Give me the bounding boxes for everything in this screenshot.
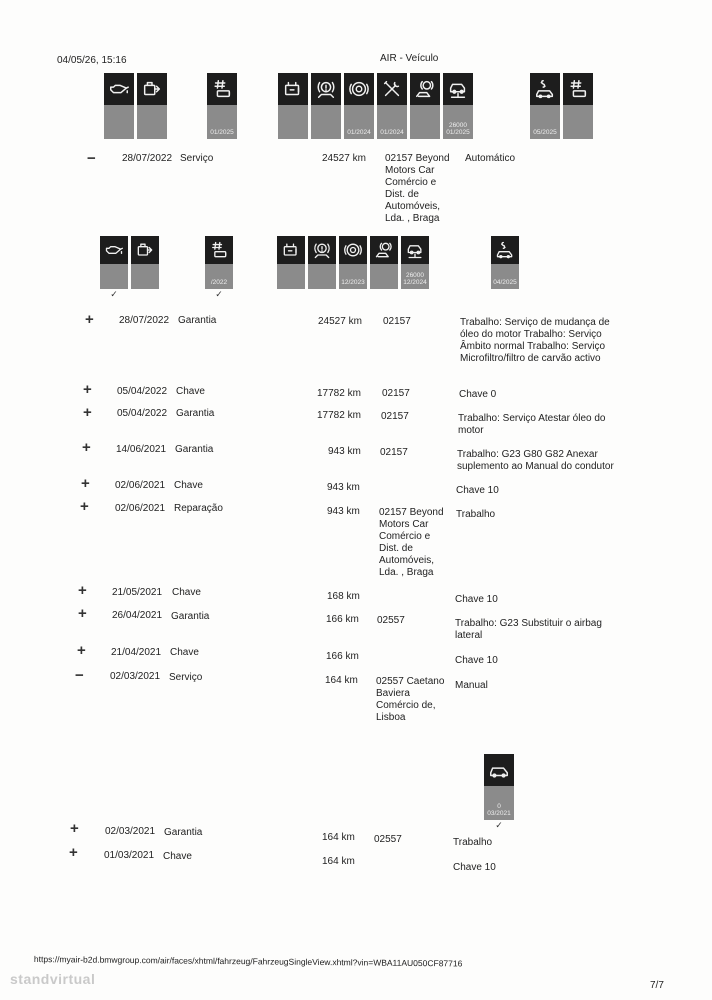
expand-toggle[interactable]: + [70, 820, 79, 837]
expand-toggle[interactable]: + [83, 404, 92, 421]
service-tile: 04/2025 [491, 236, 519, 289]
service-tile [563, 73, 593, 139]
entry-type: Garantia [176, 408, 215, 419]
oil-can-icon [100, 236, 128, 264]
entry-dealer: 02157 Beyond Motors Car Comércio e Dist. de Automóveis, Lda. , Braga [379, 507, 444, 578]
check-mark: ✓ [110, 289, 118, 299]
entry-date: 05/04/2022 [117, 386, 168, 397]
battery-plug-icon [278, 73, 308, 105]
entry-km: 164 km [325, 675, 358, 686]
entry-type: Chave [176, 386, 205, 397]
entry-km: 24527 km [318, 316, 362, 327]
tile-group-mid-4 [491, 236, 522, 289]
entry-date: 01/03/2021 [104, 850, 155, 861]
entry-dealer: 02157 [382, 388, 410, 399]
car-lift-icon [443, 73, 473, 105]
entry-km: 17782 km [317, 410, 361, 421]
entry-type: Chave [174, 480, 203, 491]
entry-km: 943 km [327, 506, 360, 517]
entry-type: Serviço [169, 672, 203, 683]
entry-type: Garantia [171, 611, 210, 622]
entry-dealer: 02157 [383, 316, 411, 327]
tile-group-top-2 [207, 73, 240, 139]
entry-date: 26/04/2021 [112, 610, 163, 621]
service-tile [311, 73, 341, 139]
service-tile: 26000 01/2025 [443, 73, 473, 139]
filter-icon [137, 73, 167, 105]
entry-date: 02/06/2021 [115, 503, 166, 514]
expand-toggle[interactable]: + [82, 439, 91, 456]
service-tile: 01/2024 [377, 73, 407, 139]
entry-date: 02/03/2021 [105, 826, 156, 837]
collapse-toggle[interactable]: − [75, 667, 84, 684]
service-tile [104, 73, 134, 139]
expand-toggle[interactable]: + [77, 642, 86, 659]
entry-description: Trabalho [456, 509, 496, 520]
entry-description: Chave 10 [456, 485, 499, 496]
entry-type: Chave [170, 647, 199, 658]
tile-group-top-4 [530, 73, 596, 139]
entry-date: 02/06/2021 [115, 480, 166, 491]
entry-description: Manual [455, 680, 488, 691]
entry-description: Trabalho: Serviço Atestar óleo do motor [458, 413, 606, 436]
tile-group-top-1 [104, 73, 170, 139]
service-tile [410, 73, 440, 139]
service-tile: 01/2025 [207, 73, 237, 139]
entry-description: Chave 10 [455, 594, 498, 605]
entry-dealer: 02157 [380, 447, 408, 458]
entry-date: 14/06/2021 [116, 444, 167, 455]
entry-km: 943 km [327, 482, 360, 493]
expand-toggle[interactable]: + [69, 844, 78, 861]
page-number: 7/7 [650, 980, 664, 991]
entry-dealer: 02557 Caetano Baviera Comércio de, Lisboa [376, 676, 445, 723]
entry-description: Trabalho: G23 Substituir o airbag lateral [455, 618, 602, 641]
car-lift-icon [401, 236, 429, 264]
expand-toggle[interactable]: + [85, 311, 94, 328]
service-tile [100, 236, 128, 299]
entry-type: Chave [172, 587, 201, 598]
service-tile [137, 73, 167, 139]
page-url[interactable]: https://myair-b2d.bmwgroup.com/air/faces/xhtml/fahrzeug/FahrzeugSingleView.xhtml?vin=WBA11AU050CF87716 [33, 954, 463, 969]
hash-battery-icon [563, 73, 593, 105]
expand-toggle[interactable]: + [83, 381, 92, 398]
entry-type: Garantia [175, 444, 214, 455]
expand-toggle[interactable]: + [78, 582, 87, 599]
watermark-logo: standvirtual [10, 971, 96, 987]
filter-icon [131, 236, 159, 264]
service-tile: 0 03/2021 ✓ [484, 754, 514, 830]
entry-description: Automático [465, 153, 516, 164]
entry-km: 164 km [322, 832, 355, 843]
service-tile [131, 236, 159, 299]
car-icon [484, 754, 514, 786]
entry-date: 21/04/2021 [111, 647, 162, 658]
entry-date: 28/07/2022 [119, 315, 170, 326]
check-mark: ✓ [215, 289, 223, 299]
service-tile: /2022 ✓ [205, 236, 233, 299]
legal-car-icon [530, 73, 560, 105]
service-tile: 12/2023 [339, 236, 367, 289]
tile-group-mid-3 [277, 236, 432, 289]
entry-description: Chave 0 [459, 389, 497, 400]
entry-description: Trabalho [453, 837, 493, 848]
collapse-toggle[interactable]: − [87, 150, 96, 167]
print-datetime: 04/05/26, 15:16 [57, 55, 127, 66]
expand-toggle[interactable]: + [80, 498, 89, 515]
brake-car-icon [311, 73, 341, 105]
entry-type: Garantia [164, 827, 203, 838]
entry-km: 943 km [328, 446, 361, 457]
entry-description: Chave 10 [453, 862, 496, 873]
entry-dealer: 02557 [377, 615, 405, 626]
oil-can-icon [104, 73, 134, 105]
entry-km: 168 km [327, 591, 360, 602]
brake-car-icon [410, 73, 440, 105]
entry-date: 05/04/2022 [117, 408, 168, 419]
entry-type: Chave [163, 851, 192, 862]
entry-km: 17782 km [317, 388, 361, 399]
tile-group-mid-1 [100, 236, 162, 299]
tile-group-mid-2 [205, 236, 236, 299]
brake-disc-icon [339, 236, 367, 264]
service-tile: 01/2024 [344, 73, 374, 139]
entry-type: Serviço [180, 153, 214, 164]
tools-icon [377, 73, 407, 105]
entry-km: 164 km [322, 856, 355, 867]
entry-dealer: 02157 [381, 411, 409, 422]
entry-type: Garantia [178, 315, 217, 326]
brake-disc-icon [344, 73, 374, 105]
entry-km: 166 km [326, 651, 359, 662]
page-title: AIR - Veículo [380, 53, 439, 64]
service-tile [308, 236, 336, 289]
service-tile: 05/2025 [530, 73, 560, 139]
hash-battery-icon [207, 73, 237, 105]
legal-car-icon [491, 236, 519, 264]
entry-description: Trabalho: Serviço de mudança de óleo do motor Trabalho: Serviço Âmbito normal Trabalho: Serviço Microfiltro/filtro de carvão activo [460, 317, 610, 364]
entry-dealer: 02157 Beyond Motors Car Comércio e Dist. de Automóveis, Lda. , Braga [385, 153, 450, 224]
tile-group-single [484, 754, 517, 830]
entry-km: 24527 km [322, 153, 366, 164]
entry-date: 21/05/2021 [112, 587, 163, 598]
entry-type: Reparação [174, 503, 223, 514]
brake-car-icon [308, 236, 336, 264]
entry-km: 166 km [326, 614, 359, 625]
expand-toggle[interactable]: + [81, 475, 90, 492]
tile-group-top-3 [278, 73, 476, 139]
entry-dealer: 02557 [374, 834, 402, 845]
service-tile [277, 236, 305, 289]
check-mark: ✓ [495, 820, 503, 830]
battery-plug-icon [277, 236, 305, 264]
service-tile: 26000 12/2024 [401, 236, 429, 289]
expand-toggle[interactable]: + [78, 605, 87, 622]
hash-battery-icon [205, 236, 233, 264]
entry-date: 28/07/2022 [122, 153, 173, 164]
brake-car-icon [370, 236, 398, 264]
entry-description: Chave 10 [455, 655, 498, 666]
service-tile [370, 236, 398, 289]
service-tile [278, 73, 308, 139]
entry-date: 02/03/2021 [110, 671, 161, 682]
entry-description: Trabalho: G23 G80 G82 Anexar suplemento ao Manual do condutor [457, 449, 614, 472]
